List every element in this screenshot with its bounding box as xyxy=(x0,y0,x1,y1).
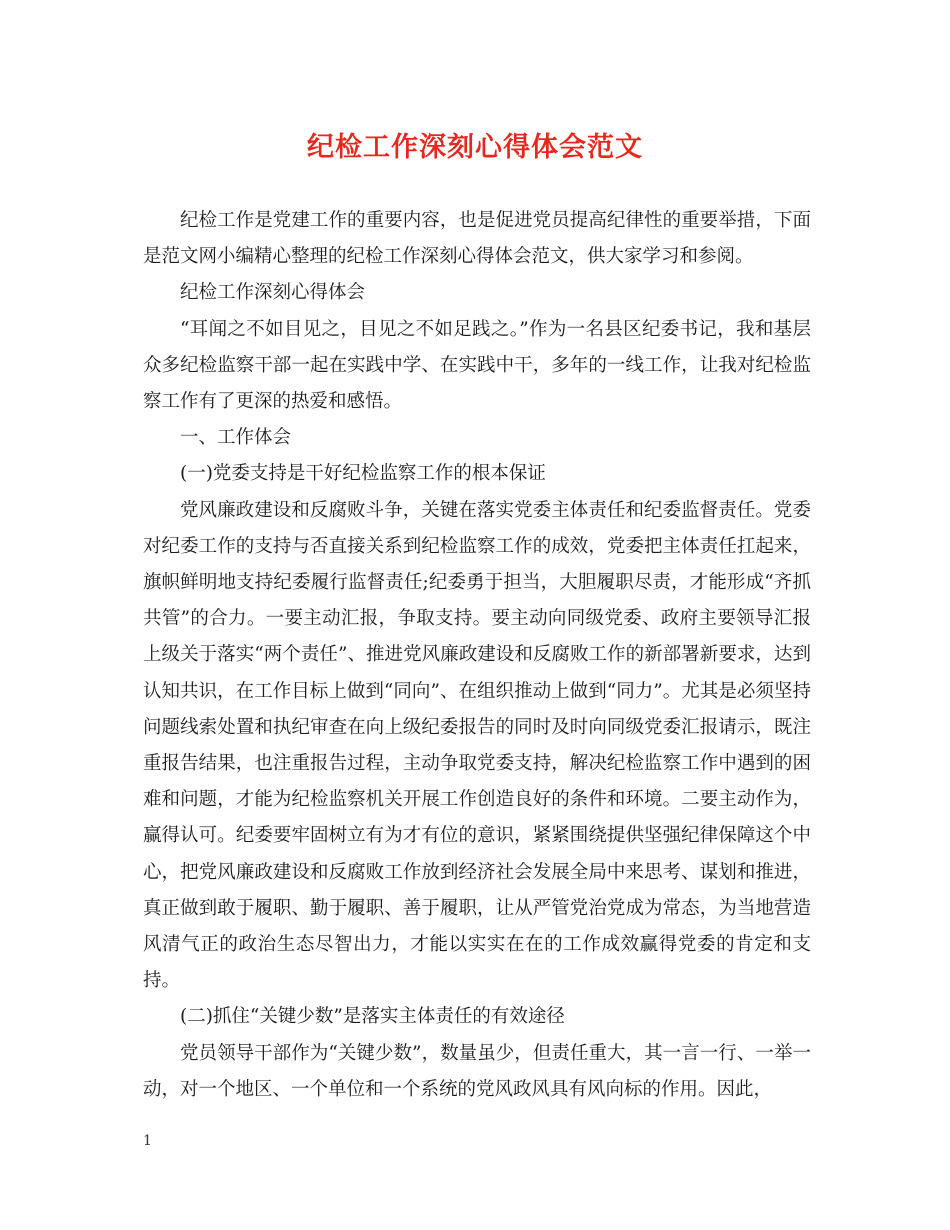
paragraph-subtitle: 纪检工作深刻心得体会 xyxy=(180,282,366,304)
paragraph-intro: 纪检工作是党建工作的重要内容，也是促进党员提高纪律性的重要举措，下面是范文网小编精心整理的纪检工作深刻心得体会范文，供大家学习和参阅。 xyxy=(143,210,811,268)
page-number: 1 xyxy=(143,1133,152,1149)
section-heading-work-experience: 一、工作体会 xyxy=(180,427,292,449)
document-body xyxy=(143,203,811,1108)
subsection-heading-1: (一)党委支持是干好纪检监察工作的根本保证 xyxy=(180,463,546,485)
paragraph-quote: “耳闻之不如目见之，目见之不如足践之。”作为一名县区纪委书记，我和基层众多纪检监察干部一起在实践中学、在实践中干，多年的一线工作，让我对纪检监察工作有了更深的热爱和感悟。 xyxy=(143,318,811,413)
subsection-heading-2: (二)抓住“关键少数”是落实主体责任的有效途径 xyxy=(180,1006,565,1028)
paragraph-party-support: 党风廉政建设和反腐败斗争，关键在落实党委主体责任和纪委监督责任。党委对纪委工作的支持与否直接关系到纪检监察工作的成效，党委把主体责任扛起来，旗帜鲜明地支持纪委履行监督责任;纪委勇于担当，大胆履职尽责，才能形成“齐抓共管”的合力。一要主动汇报，争取支持。要主动向同级党委、政府主要领导汇报上级关于落实“两个责任”、推进党风廉政建设和反腐败工作的新部署新要求，达到认知共识，在工作目标上做到“同向”、在组织推动上做到“同力”。尤其是必须坚持问题线索处置和执纪审查在向上级纪委报告的同时及时向同级党委汇报请示，既注重报告结果，也注重报告过程，主动争取党委支持，解决纪检监察工作中遇到的困难和问题，才能为纪检监察机关开展工作创造良好的条件和环境。二要主动作为，赢得认可。纪委要牢固树立有为才有位的意识，紧紧围绕提供坚强纪律保障这个中心，把党风廉政建设和反腐败工作放到经济社会发展全局中来思考、谋划和推进，真正做到敢于履职、勤于履职、善于履职，让从严管党治党成为常态，为当地营造风清气正的政治生态尽智出力，才能以实实在在的工作成效赢得党委的肯定和支持。 xyxy=(143,499,811,992)
document-title: 纪检工作深刻心得体会范文 xyxy=(307,132,643,163)
paragraph-key-minority: 党员领导干部作为“关键少数”，数量虽少，但责任重大，其一言一行、一举一动，对一个地区、一个单位和一个系统的党风政风具有风向标的作用。因此， xyxy=(143,1042,811,1100)
